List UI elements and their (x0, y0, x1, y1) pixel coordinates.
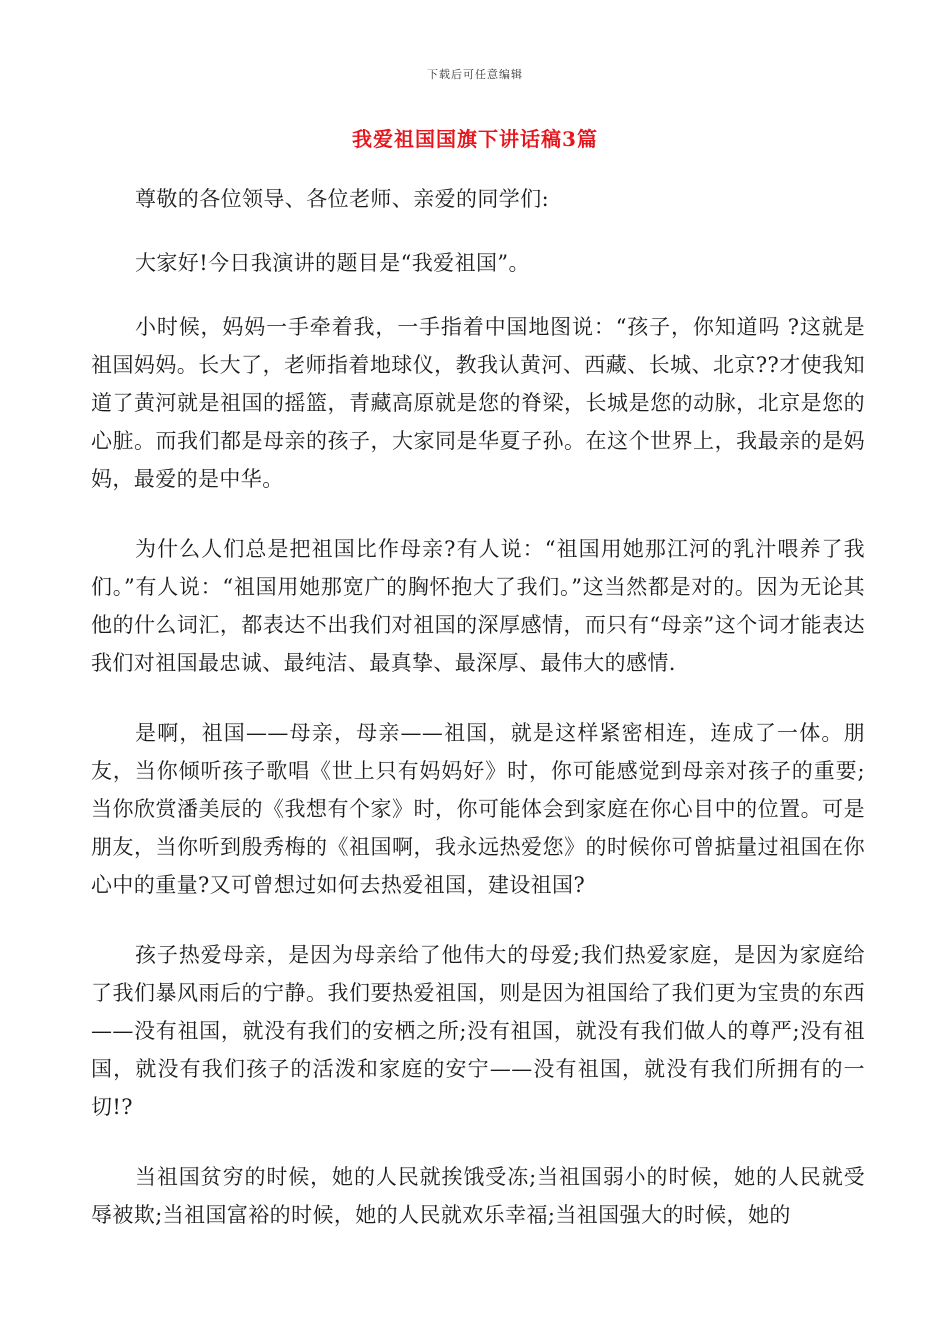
paragraph-salutation: 尊敬的各位领导、各位老师、亲爱的同学们: (135, 187, 550, 211)
paragraph: 是啊，祖国——母亲，母亲——祖国，就是这样紧密相连，连成了一体。朋友，当你倾听孩子歌唱《世上只有妈妈好》时，你可能感觉到母亲对孩子的重要;当你欣赏潘美辰的《我想有个家》时，你可能体会到家庭在你心目中的位置。可是朋友，当你听到殷秀梅的《祖国啊，我永远热爱您》的时候你可曾掂量过祖国在你心中的重量?又可曾想过如何去热爱祖国，建设祖国? (91, 721, 865, 897)
paragraph: 孩子热爱母亲，是因为母亲给了他伟大的母爱;我们热爱家庭，是因为家庭给了我们暴风雨后的宁静。我们要热爱祖国，则是因为祖国给了我们更为宝贵的东西——没有祖国，就没有我们的安栖之所;没有祖国，就没有我们做人的尊严;没有祖国，就没有我们孩子的活泼和家庭的安宁——没有祖国，就没有我们所拥有的一切!? (91, 943, 865, 1119)
paragraph: 小时候，妈妈一手牵着我，一手指着中国地图说：“孩子，你知道吗 ?这就是祖国妈妈。长大了，老师指着地球仪，教我认黄河、西藏、长城、北京??才使我知道了黄河就是祖国的摇篮，青藏高原就是您的脊梁，长城是您的动脉，北京是您的心脏。而我们都是母亲的孩子，大家同是华夏子孙。在这个世界上，我最亲的是妈妈，最爱的是中华。 (91, 315, 865, 491)
paragraph: 当祖国贫穷的时候，她的人民就挨饿受冻;当祖国弱小的时候，她的人民就受辱被欺;当祖国富裕的时候，她的人民就欢乐幸福;当祖国强大的时候，她的 (91, 1165, 865, 1227)
header-note: 下载后可任意编辑 (427, 68, 523, 81)
paragraph: 为什么人们总是把祖国比作母亲?有人说：“祖国用她那江河的乳汁喂养了我们。”有人说：“祖国用她那宽广的胸怀抱大了我们。”这当然都是对的。因为无论其他的什么词汇，都表达不出我们对祖国的深厚感情，而只有“母亲”这个词才能表达我们对祖国最忠诚、最纯洁、最真挚、最深厚、最伟大的感情. (91, 537, 865, 675)
document-title: 我爱祖国国旗下讲话稿3篇 (352, 127, 598, 151)
paragraph-greeting: 大家好!今日我演讲的题目是“我爱祖国”。 (135, 251, 530, 275)
document-body (91, 180, 865, 1266)
